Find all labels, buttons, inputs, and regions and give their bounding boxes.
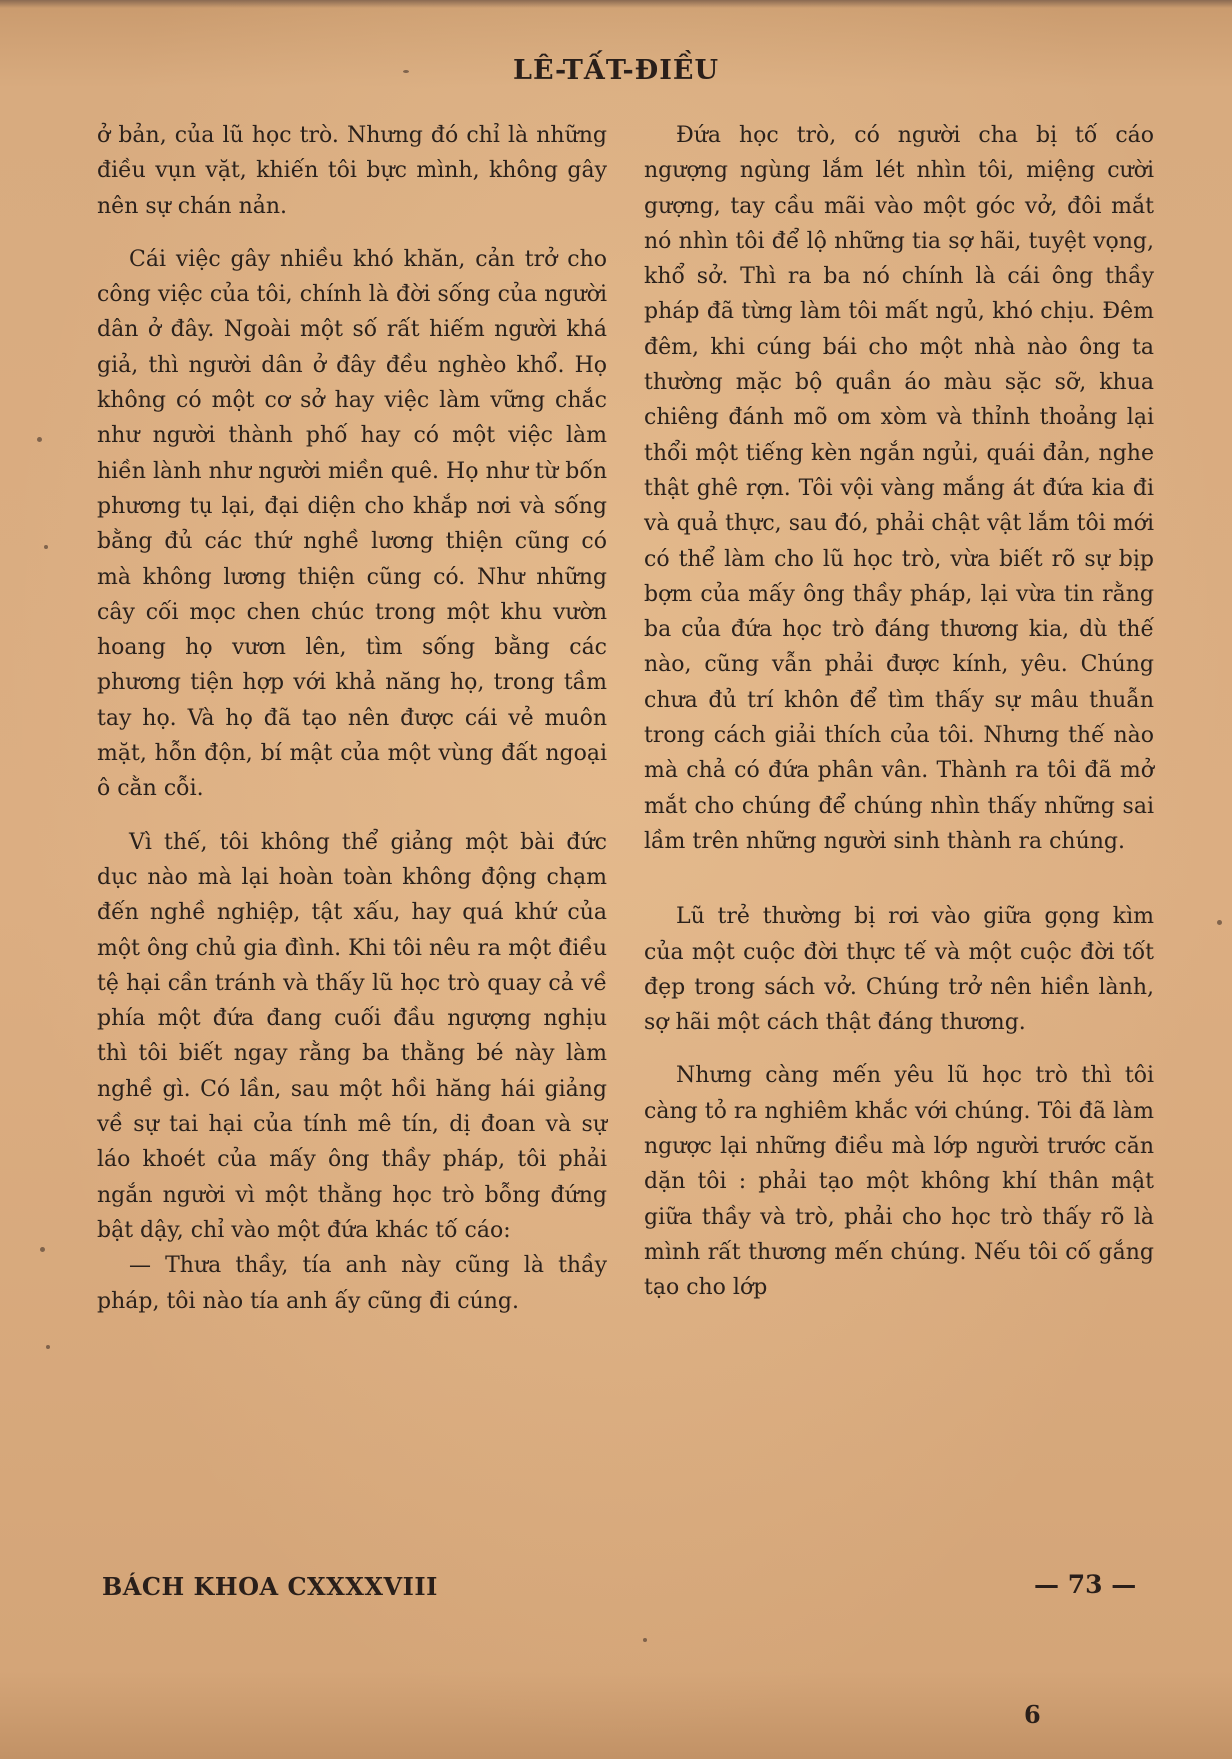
print-speck: [643, 1638, 647, 1642]
running-title: LÊ-TẤT-ĐIỀU: [512, 55, 720, 86]
paragraph: Vì thế, tôi không thể giảng một bài đức dục nào mà lại hoàn toàn không động chạm đến nghề nghiệp, tật xấu, hay quá khứ của một ông chủ gia đình. Khi tôi nêu ra một điều tệ hại cần tránh và thấy lũ học trò quay cả về phía một đứa đang cuối đầu ngượng nghịu thì tôi biết ngay rằng ba thằng bé này làm nghề gì. Có lần, sau một hồi hăng hái giảng về sự tai hại của tính mê tín, dị đoan và sự láo khoét của mấy ông thầy pháp, tôi phải ngắn người vì một thằng học trò bỗng đứng bật dậy, chỉ vào một đứa khác tố cáo:: [97, 829, 607, 1243]
paragraph: Lũ trẻ thường bị rơi vào giữa gọng kìm của một cuộc đời thực tế và một cuộc đời tốt đẹp trong sách vở. Chúng trở nên hiền lành, sợ hãi một cách thật đáng thương.: [644, 904, 1154, 1036]
page-number: — 73 —: [1034, 1570, 1137, 1599]
print-speck: [40, 1247, 45, 1252]
paragraph: Đứa học trò, có người cha bị tố cáo ngượng ngùng lắm lét nhìn tôi, miệng cười gượng, tay cầu mãi vào một góc vở, đôi mắt nó nhìn tôi để lộ những tia sợ hãi, tuyệt vọng, khổ sở. Thì ra ba nó chính là cái ông thầy pháp đã từng làm tôi mất ngủ, khó chịu. Đêm đêm, khi cúng bái cho một nhà nào ông ta thường mặc bộ quần áo màu sặc sỡ, khua chiêng đánh mõ om xòm và thỉnh thoảng lại thổi một tiếng kèn ngắn ngủi, quái đản, nghe thật ghê rợn. Tôi vội vàng mắng át đứa kia đi và quả thực, sau đó, phải chật vật lắm tôi mới có thể làm cho lũ học trò, vừa biết rõ sự bịp bợm của mấy ông thầy pháp, lại vừa tin rằng ba của đứa học trò đáng thương kia, dù thế nào, cũng vẫn phải được kính, yêu. Chúng chưa đủ trí khôn để tìm thấy sự mâu thuẫn trong cách giải thích của tôi. Nhưng thế nào mà chả có đứa phân vân. Thành ra tôi đã mở mắt cho chúng để chúng nhìn thấy những sai lầm trên những người sinh thành ra chúng.: [644, 123, 1154, 854]
print-speck: [37, 437, 42, 442]
magazine-footer: BÁCH KHOA CXXXXVIII: [102, 1572, 438, 1601]
print-speck: [44, 545, 48, 549]
paragraph: Cái việc gây nhiều khó khăn, cản trở cho công việc của tôi, chính là đời sống của người dân ở đây. Ngoài một số rất hiếm người khá giả, thì người dân ở đây đều nghèo khổ. Họ không có một cơ sở hay việc làm vững chắc như người thành phố hay có một việc làm hiền lành như người miền quê. Họ như từ bốn phương tụ lại, đại diện cho khắp nơi và sống bằng đủ các thứ nghề lương thiện cũng có mà không lương thiện cũng có. Như những cây cối mọc chen chúc trong một khu vườn hoang họ vươn lên, tìm sống bằng các phương tiện hợp với khả năng họ, trong tầm tay họ. Và họ đã tạo nên được cái vẻ muôn mặt, hỗn độn, bí mật của một vùng đất ngoại ô cằn cỗi.: [97, 246, 607, 802]
paragraph-dialogue: — Thưa thầy, tía anh này cũng là thầy pháp, tôi nào tía anh ấy cũng đi cúng.: [97, 1253, 607, 1314]
paragraph: ở bản, của lũ học trò. Nhưng đó chỉ là những điều vụn vặt, khiến tôi bực mình, không gây nên sự chán nản.: [97, 123, 607, 219]
signature-mark: 6: [1024, 1700, 1041, 1729]
print-speck: [403, 70, 409, 73]
left-column: [97, 118, 607, 1319]
print-speck: [1217, 920, 1222, 925]
print-speck: [46, 1345, 50, 1349]
page-top-edge: [0, 0, 1232, 8]
right-column: [644, 118, 1154, 1306]
paragraph: Nhưng càng mến yêu lũ học trò thì tôi càng tỏ ra nghiêm khắc với chúng. Tôi đã làm ngược lại những điều mà lớp người trước căn dặn tôi : phải tạo một không khí thân mật giữa thầy và trò, phải cho học trò thấy rõ là mình rất thương mến chúng. Nếu tôi cố gắng tạo cho lớp: [644, 1063, 1154, 1301]
